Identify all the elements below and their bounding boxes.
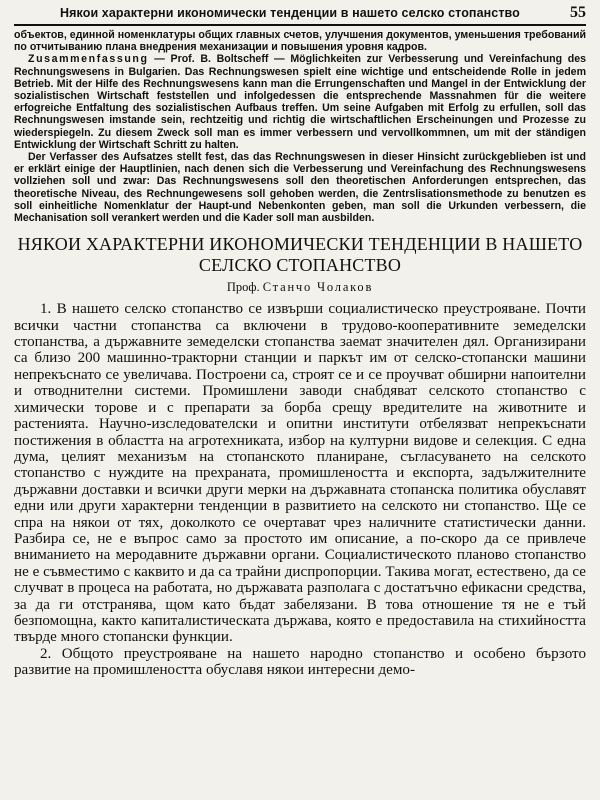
page-number: 55 bbox=[570, 4, 586, 21]
article-body bbox=[14, 301, 586, 678]
author-name: Станчо Чолаков bbox=[262, 280, 374, 295]
running-header bbox=[14, 4, 586, 26]
summary-block bbox=[14, 29, 586, 224]
zusammenfassung-text: Möglichkeiten zur Verbesserung und Vereinfachung des Rechnungswesens in Bulgarien. Das Rechnungswesen spielt eine wichtige und entscheidende Rolle in jedem Betrieb. Mit der Hilfe des Rechnungswesens kann man die Errungenschaften und Mangel in der Entwicklung der sozialistischen Wirtschaft feststellen und infolgedessen die entsprechende Massnahmen für die weitere erfogreiche Entfaltung des sozialistischen Aufbaus treffen. Um seine Aufgaben mit Erfolg zu erfullen, soll das Rechnungswesen imstande sein, rechtzeitig und richtig die wirtschaftlichen Erscheinungen und Prozesse zu wiederspiegeln. Zu diesem Zweck soll man es immer verbessern und vervollkommnen, um mit der ständigen Entwicklung der Wirtschaft Schritt zu halten. bbox=[14, 53, 586, 151]
article-paragraph-2: 2. Общото преустрояване на нашето народно стопанство и особено бързото развитие на промишлеността обуславя някои интересни демо- bbox=[14, 645, 586, 679]
german-summary-paragraph bbox=[14, 53, 586, 151]
author-prefix: Проф. bbox=[226, 280, 260, 295]
article-author bbox=[14, 280, 586, 295]
russian-summary-tail: объектов, единной номенклатуры общих главных счетов, улучшения документов, уменьшения требований по отчитыванию плана внедрения механизации и повышения уровня кадров. bbox=[14, 29, 586, 54]
zusammenfassung-author: — Prof. B. Boltscheff — bbox=[154, 53, 285, 66]
article-title: НЯКОИ ХАРАКТЕРНИ ИКОНОМИЧЕСКИ ТЕНДЕНЦИИ В НАШЕТО СЕЛСКО СТОПАНСТВО bbox=[17, 234, 583, 276]
running-title: Някои характерни икономически тенденции в нашето селско стопанство bbox=[60, 6, 520, 20]
article-paragraph-1: 1. В нашето селско стопанство се извърши социалистическо преустрояване. Почти всички частни стопанства са включени в трудово-кооперативните земеделски стопанства, а държавните земеделски стопанства заемат значителен дял. Организирани са близо 200 машинно-тракторни станции и паркът им от селско-стопански машини непрекъснато се увеличава. Построени са, строят се и се проучват обширни напоителни и отводнителни системи. Промишлени заводи снабдяват селското стопанство с химически торове и с препарати за борба срещу вредителите на животните и растенията. Научно-изследователски и опитни институти отбелязват непрекъснати постижения в областта на агротехниката, избор на културни видове и селекция. С една дума, целият механизъм на стопанското планиране, съгласуването на селското стопанство с нуждите на прехраната, промишлеността и експорта, задължителните държавни доставки и всички други мерки на държавната стопанска политика обуславят едни или други характерни тенденции в развитието на селското ни стопанство. Ще се спра на някои от тях, доколкото се очертават чрез наличните статистически данни. Разбира се, не е въпрос само за простото им описание, а по-скоро да се привлече вниманието на меродавните държавни органи. Социалистическото планово стопанство не е съвместимо с каквито и да са трайни диспропорции. Такива могат, естествено, да се случват в процеса на работата, но държавата разполага с достатъчно ефикасни средства, за да ги отстранява, щом като бъдат забелязани. В това отношение тя не е тъй безпомощна, както капиталистическата държава, която е предоставила на стихийността твърде много стопански функции. bbox=[14, 301, 586, 646]
zusammenfassung-label: Zusammenfassung bbox=[28, 53, 149, 66]
german-summary-second-paragraph: Der Verfasser des Aufsatzes stellt fest, das das Rechnungswesen in dieser Hinsicht zurückgeblieben ist und er erklärt einige der Hauptlinien, nach denen sich die Verbesserung und Vereinfachung des Rechnungswesens vollziehen soll und zwar: Das Rechnungswesens soll den theoretischen Anforderungen entsprechen, das theoretische Niveau, des Rechnungewesens soll gehoben werden, die Zentrslisationsmethode zu benutzen es soll einheitliche Nomenklatur der Haupt-und Nebenkonten geben, man soll die Urkunden verbessern, die Mechanisation soll verankert werden und die Kader soll man ausbilden. bbox=[14, 151, 586, 225]
